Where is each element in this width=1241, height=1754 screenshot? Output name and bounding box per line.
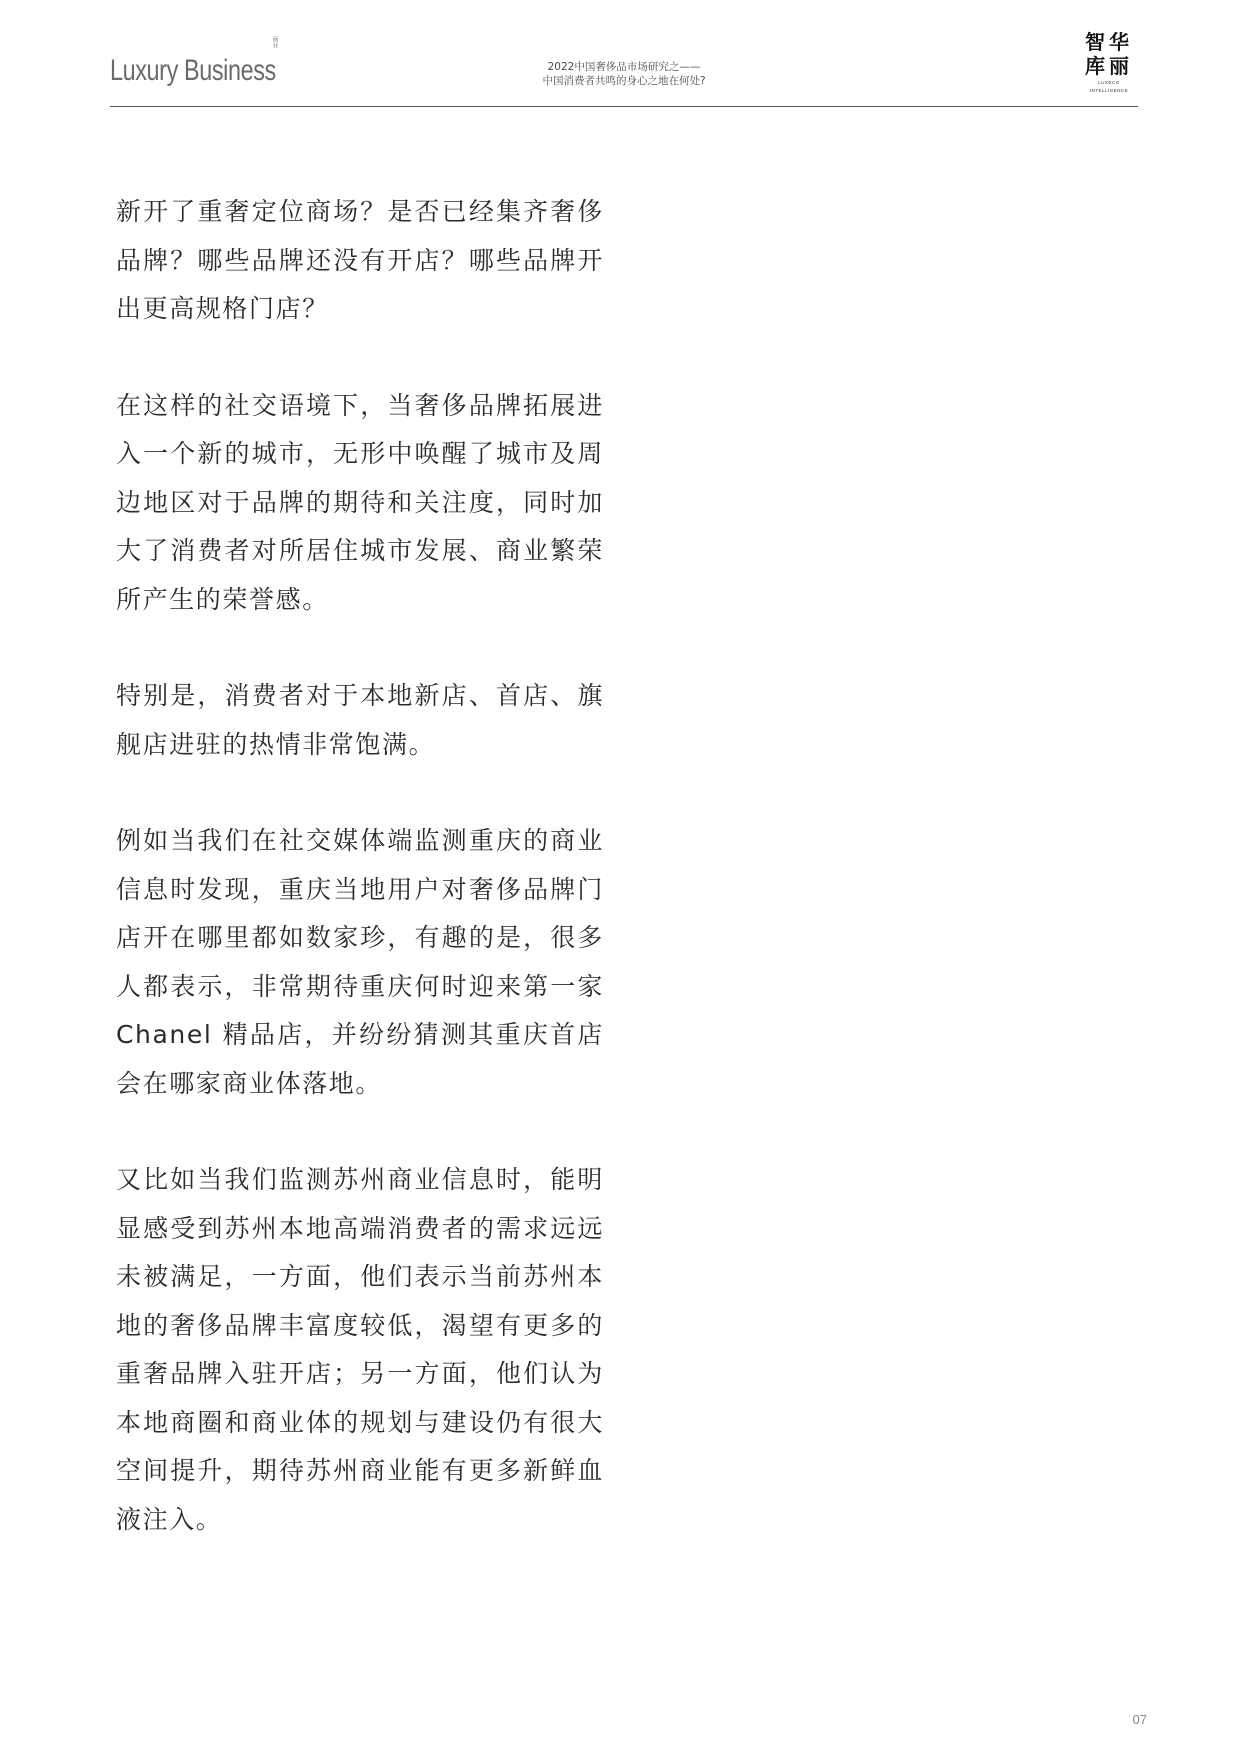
brand-row-1: 智华: [1085, 30, 1133, 54]
paragraph-2: 在这样的社交语境下，当奢侈品牌拓展进入一个新的城市，无形中唤醒了城市及周边地区对于品牌的期待和关注度，同时加大了消费者对所居住城市发展、商业繁荣所产生的荣誉感。: [116, 390, 604, 614]
brand-english-1: LUXECO: [1098, 80, 1120, 85]
paragraph-5: 又比如当我们监测苏州商业信息时，能明显感受到苏州本地高端消费者的需求远远未被满足，一方面，他们表示当前苏州本地的奢侈品牌丰富度较低，渴望有更多的重奢品牌入驻开店；另一方面，他们认为本地商圈和商业体的规划与建设仍有很大空间提升，期待苏州商业能有更多新鲜血液注入。: [116, 1165, 604, 1534]
report-title-line-2: 中国消费者共鸣的身心之地在何处?: [542, 75, 706, 87]
report-title: [110, 60, 1138, 88]
brand-english-2: INTELLIGENCE: [1089, 88, 1129, 93]
body-text: [116, 188, 604, 1592]
logo-subscript: 商业: [271, 36, 278, 48]
page-header: [110, 30, 1138, 108]
paragraph-1: 新开了重奢定位商场？是否已经集齐奢侈品牌？哪些品牌还没有开店？哪些品牌开出更高规格门店？: [116, 197, 604, 323]
report-title-line-1: 2022中国奢侈品市场研究之——: [547, 61, 701, 73]
header-divider: [110, 106, 1138, 107]
logo-text: Luxury Business: [110, 54, 276, 87]
brand-row-2: 库丽: [1085, 54, 1133, 78]
luxeco-brand-logo: [1080, 30, 1138, 94]
paragraph-4: 例如当我们在社交媒体端监测重庆的商业信息时发现，重庆当地用户对奢侈品牌门店开在哪里都如数家珍，有趣的是，很多人都表示，非常期待重庆何时迎来第一家 Chanel 精品店，并纷纷猜测其重庆首店会在哪家商业体落地。: [116, 826, 604, 1098]
paragraph-3: 特别是，消费者对于本地新店、首店、旗舰店进驻的热情非常饱满。: [116, 681, 604, 759]
page-number: 07: [1132, 1712, 1147, 1727]
